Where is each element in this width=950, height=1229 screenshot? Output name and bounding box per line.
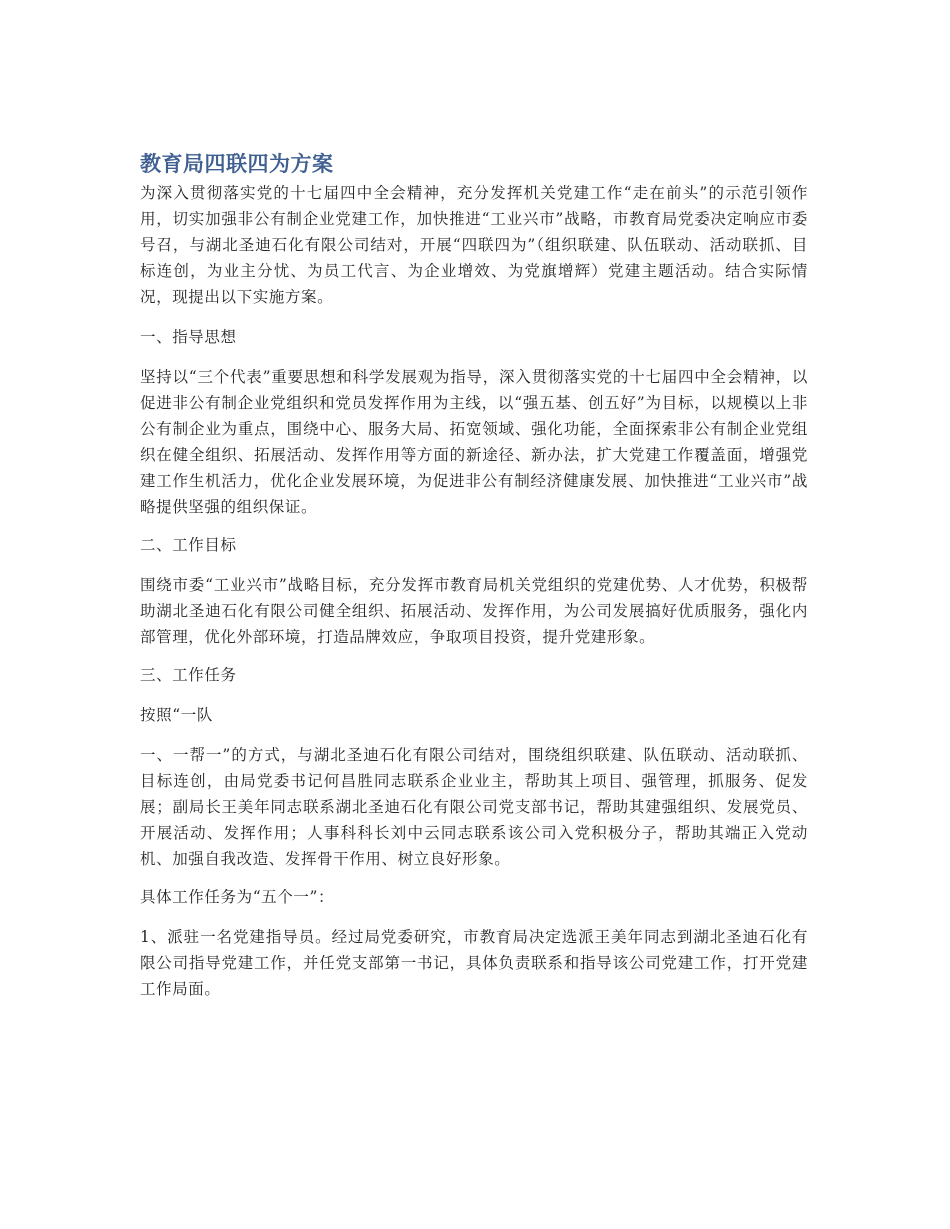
guiding-ideology-paragraph: 坚持以“三个代表”重要思想和科学发展观为指导，深入贯彻落实党的十七届四中全会精神，以促进非公有制企业党组织和党员发挥作用为主线，以“强五基、创五好”为目标，以规模以上非公有制企业为重点，围绕中心、服务大局、拓宽领域、强化功能，全面探索非公有制企业党组织在健全组织、拓展活动、发挥作用等方面的新途径、新办法，扩大党建工作覆盖面，增强党建工作生机活力，优化企业发展环境，为促进非公有制经济健康发展、加快推进“工业兴市”战略提供坚强的组织保证。 — [140, 368, 808, 516]
section-heading-guiding-ideology: 一、指导思想 — [140, 328, 237, 346]
work-goals-paragraph: 围绕市委“工业兴市”战略目标，充分发挥市教育局机关党组织的党建优势、人才优势，积极帮助湖北圣迪石化有限公司健全组织、拓展活动、发挥作用，为公司发展搞好优质服务，强化内部管理，优化外部环境，打造品牌效应，争取项目投资，提升党建形象。 — [140, 576, 808, 646]
tasks-intro: 具体工作任务为“五个一”： — [140, 888, 335, 906]
section-heading-work-goals: 二、工作目标 — [140, 536, 237, 554]
intro-paragraph: 为深入贯彻落实党的十七届四中全会精神，充分发挥机关党建工作“走在前头”的示范引领作用，切实加强非公有制企业党建工作，加快推进“工业兴市”战略，市教育局党委决定响应市委号召，与湖北圣迪石化有限公司结对，开展“四联四为”（组织联建、队伍联动、活动联抓、目标连创，为业主分忧、为员工代言、为企业增效、为党旗增辉）党建主题活动。结合实际情况，现提出以下实施方案。 — [140, 184, 808, 306]
document-page — [140, 148, 808, 1002]
section-heading-work-tasks: 三、工作任务 — [140, 666, 237, 684]
work-tasks-line: 按照“一队 — [140, 706, 213, 724]
task-item-1: 1、派驻一名党建指导员。经过局党委研究，市教育局决定选派王美年同志到湖北圣迪石化有限公司指导党建工作，并任党支部第一书记，具体负责联系和指导该公司党建工作，打开党建工作局面。 — [140, 928, 808, 998]
work-tasks-paragraph: 一、一帮一”的方式，与湖北圣迪石化有限公司结对，围绕组织联建、队伍联动、活动联抓、目标连创，由局党委书记何昌胜同志联系企业业主，帮助其上项目、强管理，抓服务、促发展；副局长王美年同志联系湖北圣迪石化有限公司党支部书记，帮助其建强组织、发展党员、开展活动、发挥作用；人事科科长刘中云同志联系该公司入党积极分子，帮助其端正入党动机、加强自我改造、发挥骨干作用、树立良好形象。 — [140, 746, 808, 868]
document-title: 教育局四联四为方案 — [140, 152, 334, 176]
